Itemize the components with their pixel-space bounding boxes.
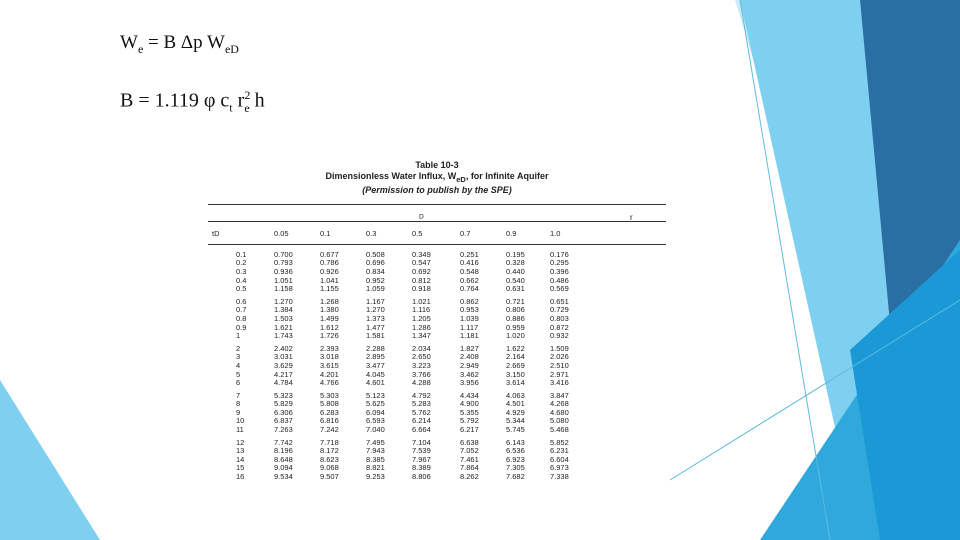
value-cell: 4.929 — [506, 407, 525, 417]
value-cell: 5.829 — [274, 399, 293, 409]
value-cell: 2.288 — [366, 343, 385, 353]
value-cell: 1.622 — [506, 343, 525, 353]
value-cell: 0.416 — [460, 258, 479, 268]
value-cell: 5.762 — [412, 407, 431, 417]
value-cell: 1.581 — [366, 331, 385, 341]
value-cell: 1.039 — [460, 313, 479, 323]
value-cell: 0.953 — [460, 305, 479, 315]
value-cell: 7.539 — [412, 446, 431, 456]
bottom-left-shape — [0, 380, 100, 540]
value-cell: 3.847 — [550, 390, 569, 400]
value-cell: 7.742 — [274, 437, 293, 447]
value-cell: 4.268 — [550, 399, 569, 409]
eq2-main: B = 1.119 φ c — [120, 89, 230, 112]
value-cell: 2.026 — [550, 352, 569, 362]
value-cell: 4.288 — [412, 378, 431, 388]
value-cell: 0.631 — [506, 284, 525, 294]
value-cell: 3.462 — [460, 369, 479, 379]
value-cell: 5.745 — [506, 425, 525, 435]
value-cell: 6.306 — [274, 407, 293, 417]
value-cell: 5.852 — [550, 437, 569, 447]
table-rule — [208, 244, 666, 245]
table-title-tail: , for Infinite Aquifer — [465, 171, 549, 181]
value-cell: 2.949 — [460, 360, 479, 370]
td-cell: 5 — [236, 369, 241, 379]
td-cell: 0.7 — [236, 305, 247, 315]
value-cell: 7.338 — [550, 472, 569, 482]
value-cell: 8.262 — [460, 472, 479, 482]
value-cell: 0.295 — [550, 258, 569, 268]
value-cell: 8.196 — [274, 446, 293, 456]
td-cell: 6 — [236, 378, 241, 388]
eq1-rhs: = B Δp W — [143, 32, 225, 53]
value-cell: 0.926 — [320, 266, 339, 276]
td-cell: 9 — [236, 407, 241, 417]
td-cell: 3 — [236, 352, 241, 362]
value-cell: 5.808 — [320, 399, 339, 409]
value-cell: 1.286 — [412, 322, 431, 332]
column-header: 0.05 — [274, 228, 289, 238]
value-cell: 6.593 — [366, 416, 385, 426]
value-cell: 9.068 — [320, 463, 339, 473]
value-cell: 1.347 — [412, 331, 431, 341]
value-cell: 8.806 — [412, 472, 431, 482]
value-cell: 3.223 — [412, 360, 431, 370]
eq1-lhs-subscript: e — [137, 41, 144, 56]
value-cell: 5.468 — [550, 425, 569, 435]
value-cell: 6.923 — [506, 454, 525, 464]
rd-label-subscript: D — [419, 213, 424, 221]
value-cell: 0.834 — [366, 266, 385, 276]
value-cell: 9.507 — [320, 472, 339, 482]
value-cell: 8.385 — [366, 454, 385, 464]
value-cell: 0.959 — [506, 322, 525, 332]
value-cell: 6.604 — [550, 454, 569, 464]
value-cell: 5.303 — [320, 390, 339, 400]
value-cell: 6.283 — [320, 407, 339, 417]
value-cell: 6.231 — [550, 446, 569, 456]
value-cell: 1.167 — [366, 296, 385, 306]
value-cell: 1.270 — [274, 296, 293, 306]
column-header: 0.1 — [320, 228, 331, 238]
value-cell: 6.973 — [550, 463, 569, 473]
td-cell: 0.5 — [236, 284, 247, 294]
value-cell: 0.932 — [550, 331, 569, 341]
value-cell: 1.621 — [274, 322, 293, 332]
value-cell: 6.837 — [274, 416, 293, 426]
value-cell: 2.393 — [320, 343, 339, 353]
value-cell: 2.164 — [506, 352, 525, 362]
value-cell: 0.396 — [550, 266, 569, 276]
value-cell: 7.242 — [320, 425, 339, 435]
value-cell: 5.123 — [366, 390, 385, 400]
value-cell: 0.786 — [320, 258, 339, 268]
value-cell: 0.793 — [274, 258, 293, 268]
value-cell: 0.721 — [506, 296, 525, 306]
table-grid — [208, 222, 666, 486]
value-cell: 0.651 — [550, 296, 569, 306]
value-cell: 1.499 — [320, 313, 339, 323]
value-cell: 0.569 — [550, 284, 569, 294]
table-row — [208, 379, 666, 388]
value-cell: 7.943 — [366, 446, 385, 456]
value-cell: 0.440 — [506, 266, 525, 276]
value-cell: 3.477 — [366, 360, 385, 370]
value-cell: 8.821 — [366, 463, 385, 473]
value-cell: 0.540 — [506, 275, 525, 285]
value-cell: 7.040 — [366, 425, 385, 435]
value-cell: 0.195 — [506, 249, 525, 259]
value-cell: 4.434 — [460, 390, 479, 400]
value-cell: 0.862 — [460, 296, 479, 306]
rd-label-text: r — [630, 212, 633, 222]
eq2-tail: h — [249, 89, 265, 112]
value-cell: 7.305 — [506, 463, 525, 473]
td-cell: 10 — [236, 416, 245, 426]
value-cell: 0.251 — [460, 249, 479, 259]
value-cell: 4.217 — [274, 369, 293, 379]
value-cell: 0.677 — [320, 249, 339, 259]
value-cell: 6.536 — [506, 446, 525, 456]
value-cell: 8.389 — [412, 463, 431, 473]
value-cell: 5.323 — [274, 390, 293, 400]
rd-header-row — [208, 205, 666, 221]
value-cell: 4.680 — [550, 407, 569, 417]
td-cell: 0.1 — [236, 249, 247, 259]
value-cell: 0.872 — [550, 322, 569, 332]
eq1-lhs: W — [120, 32, 138, 53]
td-cell: 15 — [236, 463, 245, 473]
value-cell: 3.150 — [506, 369, 525, 379]
value-cell: 4.792 — [412, 390, 431, 400]
value-cell: 4.045 — [366, 369, 385, 379]
value-cell: 7.104 — [412, 437, 431, 447]
value-cell: 1.743 — [274, 331, 293, 341]
value-cell: 7.682 — [506, 472, 525, 482]
value-cell: 1.384 — [274, 305, 293, 315]
water-influx-table — [208, 160, 666, 486]
value-cell: 6.638 — [460, 437, 479, 447]
value-cell: 0.803 — [550, 313, 569, 323]
value-cell: 6.214 — [412, 416, 431, 426]
value-cell: 2.895 — [366, 352, 385, 362]
td-cell: 0.6 — [236, 296, 247, 306]
td-cell: 16 — [236, 472, 245, 482]
value-cell: 2.669 — [506, 360, 525, 370]
value-cell: 4.201 — [320, 369, 339, 379]
value-cell: 0.508 — [366, 249, 385, 259]
value-cell: 5.344 — [506, 416, 525, 426]
value-cell: 3.615 — [320, 360, 339, 370]
value-cell: 2.510 — [550, 360, 569, 370]
td-cell: 12 — [236, 437, 245, 447]
value-cell: 1.181 — [460, 331, 479, 341]
value-cell: 3.416 — [550, 378, 569, 388]
value-cell: 1.477 — [366, 322, 385, 332]
eq2-r-subscript: e — [244, 100, 250, 115]
value-cell: 5.283 — [412, 399, 431, 409]
value-cell: 3.629 — [274, 360, 293, 370]
value-cell: 0.936 — [274, 266, 293, 276]
value-cell: 0.696 — [366, 258, 385, 268]
value-cell: 4.063 — [506, 390, 525, 400]
value-cell: 0.486 — [550, 275, 569, 285]
value-cell: 3.018 — [320, 352, 339, 362]
value-cell: 6.094 — [366, 407, 385, 417]
td-cell: 14 — [236, 454, 245, 464]
value-cell: 1.270 — [366, 305, 385, 315]
value-cell: 1.051 — [274, 275, 293, 285]
value-cell: 5.355 — [460, 407, 479, 417]
td-cell: 13 — [236, 446, 245, 456]
value-cell: 2.650 — [412, 352, 431, 362]
column-header-row — [208, 222, 666, 244]
value-cell: 0.700 — [274, 249, 293, 259]
value-cell: 1.827 — [460, 343, 479, 353]
value-cell: 1.117 — [460, 322, 479, 332]
column-header: tD — [212, 228, 220, 238]
td-cell: 2 — [236, 343, 241, 353]
td-cell: 11 — [236, 425, 244, 435]
td-cell: 1 — [236, 331, 241, 341]
value-cell: 1.380 — [320, 305, 339, 315]
value-cell: 0.692 — [412, 266, 431, 276]
eq2-r-superscript: 2 — [244, 88, 251, 102]
value-cell: 0.952 — [366, 275, 385, 285]
value-cell: 1.509 — [550, 343, 569, 353]
td-cell: 7 — [236, 390, 241, 400]
value-cell: 3.614 — [506, 378, 525, 388]
value-cell: 2.402 — [274, 343, 293, 353]
table-row — [208, 473, 666, 482]
td-cell: 0.3 — [236, 266, 247, 276]
table-row — [208, 332, 666, 341]
value-cell: 0.729 — [550, 305, 569, 315]
value-cell: 1.373 — [366, 313, 385, 323]
value-cell: 7.052 — [460, 446, 479, 456]
value-cell: 4.601 — [366, 378, 385, 388]
rd-label — [419, 209, 633, 222]
eq2-r: r — [232, 89, 245, 112]
td-cell: 0.4 — [236, 275, 247, 285]
value-cell: 0.548 — [460, 266, 479, 276]
td-cell: 4 — [236, 360, 241, 370]
value-cell: 1.503 — [274, 313, 293, 323]
value-cell: 9.534 — [274, 472, 293, 482]
table-subtitle: (Permission to publish by the SPE) — [362, 184, 512, 195]
column-header: 0.5 — [412, 228, 423, 238]
value-cell: 0.176 — [550, 249, 569, 259]
td-cell: 0.2 — [236, 258, 247, 268]
value-cell: 1.205 — [412, 313, 431, 323]
value-cell: 9.094 — [274, 463, 293, 473]
value-cell: 4.501 — [506, 399, 525, 409]
value-cell: 0.812 — [412, 275, 431, 285]
value-cell: 0.328 — [506, 258, 525, 268]
value-cell: 3.031 — [274, 352, 293, 362]
value-cell: 9.253 — [366, 472, 385, 482]
value-cell: 4.784 — [274, 378, 293, 388]
equation-water-influx — [120, 32, 239, 57]
value-cell: 1.268 — [320, 296, 339, 306]
value-cell: 1.041 — [320, 275, 339, 285]
value-cell: 0.764 — [460, 284, 479, 294]
value-cell: 0.349 — [412, 249, 431, 259]
value-cell: 4.766 — [320, 378, 339, 388]
value-cell: 0.547 — [412, 258, 431, 268]
table-title-subscript: eD — [456, 174, 466, 184]
td-cell: 0.9 — [236, 322, 247, 332]
td-cell: 0.8 — [236, 313, 247, 323]
value-cell: 4.900 — [460, 399, 479, 409]
value-cell: 5.625 — [366, 399, 385, 409]
column-header: 0.9 — [506, 228, 517, 238]
table-row — [208, 426, 666, 435]
value-cell: 3.766 — [412, 369, 431, 379]
value-cell: 1.158 — [274, 284, 293, 294]
eq2-ct-subscript: t — [229, 100, 233, 115]
equation-aquifer-constant — [120, 88, 265, 116]
value-cell: 8.172 — [320, 446, 339, 456]
value-cell: 1.116 — [412, 305, 431, 315]
value-cell: 8.623 — [320, 454, 339, 464]
value-cell: 2.971 — [550, 369, 569, 379]
column-header: 0.3 — [366, 228, 377, 238]
value-cell: 1.155 — [320, 284, 339, 294]
column-header: 0.7 — [460, 228, 471, 238]
eq1-rhs-subscript: eD — [224, 41, 239, 56]
value-cell: 7.864 — [460, 463, 479, 473]
value-cell: 6.664 — [412, 425, 431, 435]
value-cell: 5.792 — [460, 416, 479, 426]
value-cell: 2.408 — [460, 352, 479, 362]
table-row — [208, 285, 666, 294]
td-cell: 8 — [236, 399, 241, 409]
value-cell: 0.886 — [506, 313, 525, 323]
value-cell: 2.034 — [412, 343, 431, 353]
table-title — [208, 171, 666, 185]
value-cell: 6.816 — [320, 416, 339, 426]
value-cell: 7.263 — [274, 425, 293, 435]
value-cell: 7.461 — [460, 454, 479, 464]
value-cell: 0.806 — [506, 305, 525, 315]
value-cell: 1.059 — [366, 284, 385, 294]
value-cell: 0.918 — [412, 284, 431, 294]
table-caption: Table 10-3 — [415, 160, 459, 170]
table-title-text: Dimensionless Water Influx, W — [325, 171, 457, 181]
value-cell: 7.967 — [412, 454, 431, 464]
value-cell: 7.718 — [320, 437, 339, 447]
value-cell: 7.495 — [366, 437, 385, 447]
value-cell: 1.020 — [506, 331, 525, 341]
value-cell: 6.143 — [506, 437, 525, 447]
value-cell: 1.612 — [320, 322, 339, 332]
group-spacer — [208, 482, 666, 486]
column-header: 1.0 — [550, 228, 561, 238]
value-cell: 1.021 — [412, 296, 431, 306]
value-cell: 0.662 — [460, 275, 479, 285]
value-cell: 1.726 — [320, 331, 339, 341]
value-cell: 5.080 — [550, 416, 569, 426]
value-cell: 6.217 — [460, 425, 479, 435]
value-cell: 8.648 — [274, 454, 293, 464]
value-cell: 3.956 — [460, 378, 479, 388]
